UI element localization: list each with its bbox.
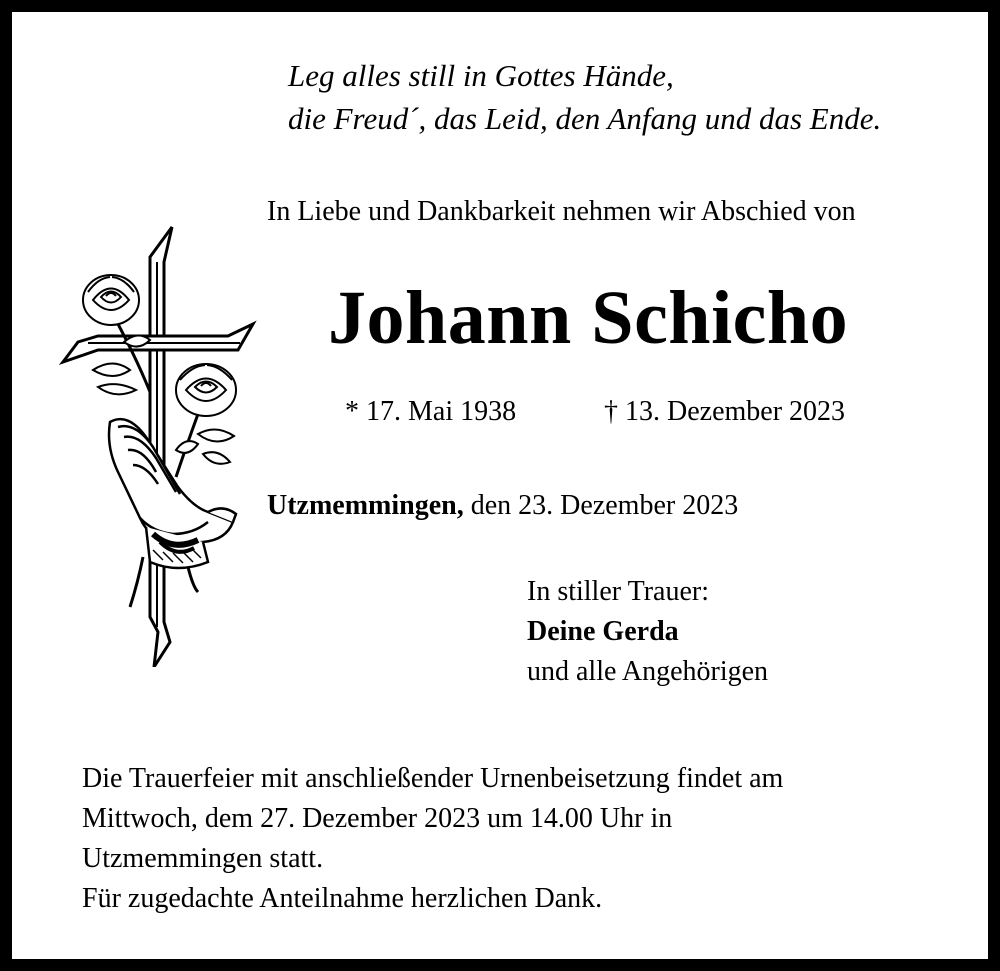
verse-line-1: Leg alles still in Gottes Hände, <box>288 58 674 93</box>
mourners-heading: In stiller Trauer: <box>527 576 709 607</box>
deceased-name: Johann Schicho <box>328 276 849 360</box>
mourner-primary: Deine Gerda <box>527 616 679 647</box>
notice-line-3: Utzmemmingen statt. <box>82 843 324 874</box>
place: Utzmemmingen, <box>267 490 464 521</box>
date: den 23. Dezember 2023 <box>470 490 739 521</box>
funeral-notice <box>82 759 783 919</box>
mourners-block <box>527 572 768 692</box>
farewell-intro: In Liebe und Dankbarkeit nehmen wir Abschied von <box>267 196 856 227</box>
notice-line-2: Mittwoch, dem 27. Dezember 2023 um 14.00 Uhr in <box>82 803 673 834</box>
cross-roses-praying-hands-icon <box>58 222 258 667</box>
notice-line-4: Für zugedachte Anteilnahme herzlichen Dank. <box>82 883 603 914</box>
death-date: † 13. Dezember 2023 <box>604 396 846 427</box>
notice-line-1: Die Trauerfeier mit anschließender Urnenbeisetzung findet am <box>82 763 784 794</box>
verse <box>288 54 881 140</box>
mourners-others: und alle Angehörigen <box>527 656 769 687</box>
birth-date: * 17. Mai 1938 <box>345 396 517 427</box>
place-date-line <box>267 490 738 522</box>
verse-line-2: die Freud´, das Leid, den Anfang und das Ende. <box>288 101 882 136</box>
